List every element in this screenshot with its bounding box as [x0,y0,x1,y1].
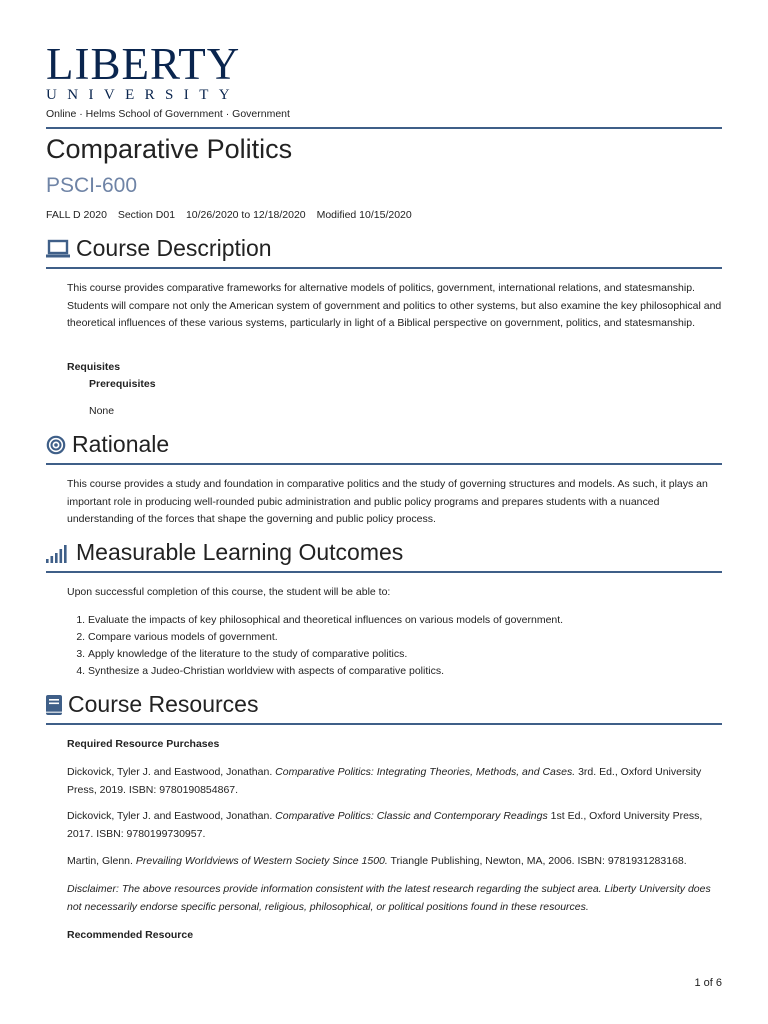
resource-title: Prevailing Worldviews of Western Society Since 1500. [135,855,388,867]
rationale-heading [46,431,169,458]
outcomes-intro: Upon successful completion of this course, the student will be able to: [67,586,391,598]
list-item: 3. Apply knowledge of the literature to the study of comparative politics. [88,646,722,663]
resource-item [67,808,722,843]
university-logo [46,39,241,103]
course-description-text: This course provides comparative frameworks for alternative models of politics, government, international relations, and statesmanship. Students will compare not only the American system of government and politics to other systems, but also examine the key philosophical and theoretical influences of these various systems, particularly in light of a Biblical perspective on government, politics, and statesmanship. [67,282,722,329]
page-number: 1 of 6 [694,977,722,989]
course-meta [46,209,420,221]
prerequisites-value: None [89,405,115,417]
required-resources-label: Required Resource Purchases [67,738,220,750]
section-divider [46,571,722,573]
resource-title: Comparative Politics: Integrating Theories, Methods, and Cases. [275,766,576,778]
section: Section D01 [117,209,176,221]
resource-authors: Dickovick, Tyler J. and Eastwood, Jonathan. [67,810,273,822]
resource-authors: Martin, Glenn. [67,855,133,867]
section-divider [46,723,722,725]
resource-authors: Dickovick, Tyler J. and Eastwood, Jonathan. [67,766,273,778]
resource-item [67,764,722,799]
header-divider [46,127,722,129]
section-title: Measurable Learning Outcomes [76,539,404,565]
requisites-label: Requisites [67,361,121,373]
date-range: 10/26/2020 to 12/18/2020 [185,209,306,221]
modified-date: Modified 10/15/2020 [316,209,412,221]
signal-bars-icon [46,543,70,563]
prerequisites-label: Prerequisites [89,378,156,390]
resources-heading [46,691,258,718]
resource-details: 1st Ed., Oxford University Press, 2017. ISBN: 9780199730957. [67,810,703,840]
term: FALL D 2020 [46,209,107,221]
list-item: 2. Compare various models of government. [88,629,722,646]
resource-item [67,853,722,871]
disclaimer-text: Disclaimer: The above resources provide information consistent with the latest research regarding the subject area. Liberty University does not necessarily endorse specific personal, religious, philosophical, or political positions found in these resources. [67,883,711,913]
course-title: Comparative Politics [46,134,293,164]
course-code: PSCI-600 [46,174,138,197]
resource-details: Triangle Publishing, Newton, MA, 2006. ISBN: 9781931283168. [390,855,687,867]
breadcrumb: Online · Helms School of Government · Government [46,108,290,120]
recommended-resource-label: Recommended Resource [67,929,194,941]
logo-wordmark: LIBERTY [46,39,241,89]
disclaimer [67,881,722,916]
course-description-heading [46,235,272,262]
rationale-text: This course provides a study and foundation in comparative politics and the study of governing structures and models. As such, it plays an important role in producing well-rounded pubic administration and public policy programs and prepares students with a nuanced understanding of the forces that shape the governing and public policy process. [67,478,708,525]
section-title: Rationale [72,431,170,457]
section-title: Course Description [76,235,272,261]
section-divider [46,267,722,269]
outcomes-heading [46,539,403,566]
resource-title: Comparative Politics: Classic and Contemporary Readings [275,810,548,822]
section-divider [46,463,722,465]
target-icon [46,435,66,455]
book-icon [46,695,62,715]
list-item: 4. Synthesize a Judeo-Christian worldview with aspects of comparative politics. [88,663,722,680]
section-title: Course Resources [68,691,259,717]
outcomes-list [67,612,722,680]
laptop-icon [46,239,70,259]
logo-subtitle: UNIVERSITY [46,87,240,103]
list-item: 1. Evaluate the impacts of key philosophical and theoretical influences on various models of government. [88,612,722,629]
resource-details: 3rd. Ed., Oxford University Press, 2019. ISBN: 9780190854867. [67,766,702,796]
